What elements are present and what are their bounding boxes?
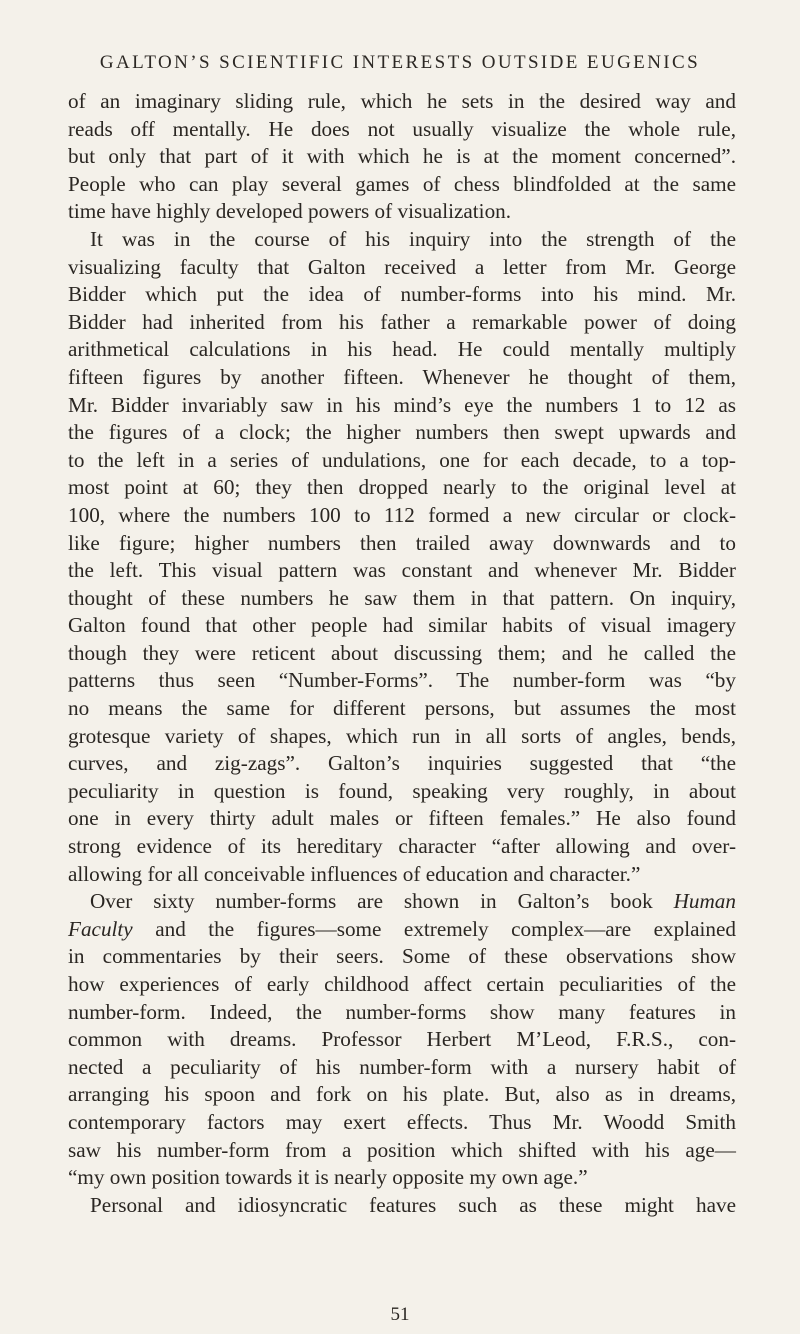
line-text: fifteen figures by another fifteen. Whenever he thought of them, [68, 364, 736, 389]
text-line [68, 999, 736, 1027]
line-text: thought of these numbers he saw them in that pattern. On inquiry, [68, 585, 736, 610]
line-text: 100, where the numbers 100 to 112 formed a new circular or clock- [68, 502, 736, 527]
text-line [68, 530, 736, 558]
line-text: Mr. Bidder invariably saw in his mind’s eye the numbers 1 to 12 as [68, 392, 736, 417]
line-text: though they were reticent about discussing them; and he called the [68, 640, 736, 665]
line-text: Bidder had inherited from his father a remarkable power of doing [68, 309, 736, 334]
text-line [68, 1192, 736, 1220]
line-text: Galton found that other people had similar habits of visual imagery [68, 613, 736, 638]
text-line [68, 198, 736, 226]
text-line [68, 971, 736, 999]
text-line [68, 88, 736, 116]
text-line [68, 254, 736, 282]
line-text: most point at 60; they then dropped nearly to the original level at [68, 475, 736, 500]
line-text: nected a peculiarity of his number-form with a nursery habit of [68, 1054, 736, 1079]
line-text: one in every thirty adult males or fifteen females.” He also found [68, 806, 736, 831]
line-text: peculiarity in question is found, speaking very roughly, in about [68, 778, 736, 803]
line-text: and the figures—some extremely complex—are explained [132, 916, 736, 941]
text-line [68, 364, 736, 392]
text-line [68, 502, 736, 530]
line-text: number-form. Indeed, the number-forms show many features in [68, 999, 736, 1024]
line-text: how experiences of early childhood affect certain peculiarities of the [68, 972, 736, 996]
line-text: strong evidence of its hereditary character “after allowing and over- [68, 834, 736, 859]
text-line [68, 778, 736, 806]
text-line [68, 585, 736, 613]
text-line [68, 309, 736, 337]
text-line [68, 695, 736, 723]
line-text: arithmetical calculations in his head. He could mentally multiply [68, 337, 736, 362]
line-text: of an imaginary sliding rule, which he sets in the desired way and [68, 89, 736, 113]
text-line [68, 916, 736, 944]
text-line [68, 833, 736, 861]
text-line [68, 723, 736, 751]
line-text: It was in the course of his inquiry into the strength of the [90, 226, 736, 251]
text-line [68, 392, 736, 420]
line-text: the figures of a clock; the higher numbers then swept upwards and [68, 420, 736, 445]
body-text [68, 88, 736, 1219]
text-line [68, 805, 736, 833]
text-line [68, 1054, 736, 1082]
line-text: Personal and idiosyncratic features such as these might have [90, 1192, 736, 1217]
text-line [68, 888, 736, 916]
text-line [68, 750, 736, 778]
text-line [68, 861, 736, 889]
line-text: but only that part of it with which he is at the moment concerned”. [68, 144, 736, 169]
text-line [68, 171, 736, 199]
line-text: no means the same for different persons, but assumes the most [68, 696, 736, 721]
line-text: grotesque variety of shapes, which run in all sorts of angles, bends, [68, 723, 736, 748]
line-text: to the left in a series of undulations, one for each decade, to a top- [68, 447, 736, 472]
text-line [68, 557, 736, 585]
line-text: allowing for all conceivable influences of education and character.” [68, 861, 641, 886]
text-line [68, 612, 736, 640]
line-text: the left. This visual pattern was constant and whenever Mr. Bidder [68, 558, 736, 583]
line-text: reads off mentally. He does not usually visualize the whole rule, [68, 116, 736, 141]
text-line [68, 419, 736, 447]
line-text: contemporary factors may exert effects. Thus Mr. Woodd Smith [68, 1109, 736, 1134]
text-line [68, 143, 736, 171]
running-head: GALTON’S SCIENTIFIC INTERESTS OUTSIDE EUGENICS [99, 52, 701, 73]
text-line [68, 1137, 736, 1165]
page-number: 51 [390, 1304, 410, 1325]
text-line [68, 1081, 736, 1109]
line-text: Over sixty number-forms are shown in Galton’s book [90, 889, 674, 914]
text-line [68, 1109, 736, 1137]
line-text: curves, and zig-zags”. Galton’s inquiries suggested that “the [68, 751, 736, 776]
text-line [68, 447, 736, 475]
line-text: time have highly developed powers of visualization. [68, 199, 512, 224]
book-title-italic: Faculty [68, 916, 133, 941]
line-text: Bidder which put the idea of number-forms into his mind. Mr. [68, 282, 736, 307]
line-text: like figure; higher numbers then trailed away downwards and to [68, 530, 736, 555]
text-line [68, 667, 736, 695]
text-line [68, 640, 736, 668]
text-line [68, 336, 736, 364]
line-text: common with dreams. Professor Herbert M’Leod, F.R.S., con- [68, 1027, 736, 1052]
line-text: People who can play several games of chess blindfolded at the same [68, 171, 736, 196]
text-line [68, 226, 736, 254]
line-text: saw his number-form from a position which shifted with his age— [68, 1137, 736, 1162]
line-text: patterns thus seen “Number-Forms”. The number-form was “by [68, 668, 736, 693]
line-text: “my own position towards it is nearly opposite my own age.” [68, 1165, 588, 1190]
line-text: arranging his spoon and fork on his plate. But, also as in dreams, [68, 1082, 736, 1107]
text-line [68, 943, 736, 971]
book-title-italic: Human [673, 889, 736, 914]
text-line [68, 474, 736, 502]
text-line [68, 1026, 736, 1054]
text-line [68, 116, 736, 144]
line-text: in commentaries by their seers. Some of these observations show [68, 944, 736, 969]
text-line [68, 1164, 736, 1192]
line-text: visualizing faculty that Galton received a letter from Mr. George [68, 254, 736, 279]
text-line [68, 281, 736, 309]
